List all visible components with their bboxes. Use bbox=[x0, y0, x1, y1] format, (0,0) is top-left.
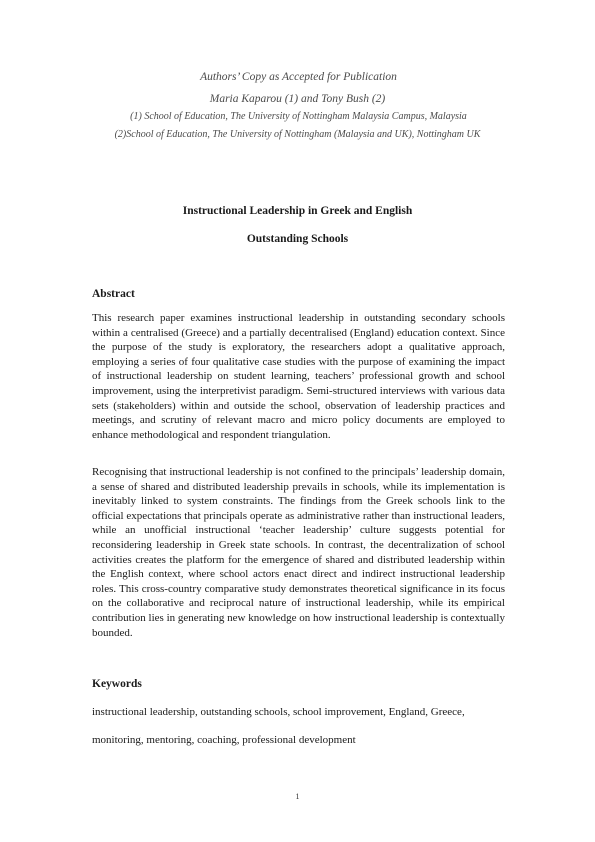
affiliation-1: (1) School of Education, The University of Nottingham Malaysia Campus, Malaysia bbox=[130, 111, 467, 122]
keywords-heading: Keywords bbox=[92, 678, 142, 690]
authors-line: Maria Kaparou (1) and Tony Bush (2) bbox=[209, 93, 386, 105]
affiliation-2: (2)School of Education, The University of Nottingham (Malaysia and UK), Nottingham UK bbox=[114, 129, 481, 140]
paper-title-line-1: Instructional Leadership in Greek and English bbox=[182, 205, 413, 217]
keywords-line-1: instructional leadership, outstanding schools, school improvement, England, Greece, bbox=[92, 706, 465, 718]
abstract-paragraph-1: This research paper examines instructional leadership in outstanding secondary schools within a centralised (Greece) and a partially decentralised (England) education context. Since the purpose of the study is exploratory, the researchers adopt a qualitative approach, employing a series of four qualitative case studies with the purpose of examining the impact of instructional leadership on student learning, teachers’ professional growth and school improvement, using the interpretivist paradigm. Semi-structured interviews with various data sets (stakeholders) within and outside the school, observation of leadership practices and meetings, and scrutiny of relevant macro and micro policy documents are employed to enhance methodological and respondent triangulation. bbox=[92, 312, 505, 441]
abstract-paragraph-2: Recognising that instructional leadership is not confined to the principals’ leadership domain, a sense of shared and distributed leadership prevails in schools, while its implementation is inevitably linked to system constraints. The findings from the Greek schools link to the official expectations that principals operate as administrative rather than instructional leaders, while an unofficial instructional ‘teacher leadership’ culture suggests potential for reconsidering leadership in Greek state schools. In contrast, the decentralization of school activities creates the platform for the emergence of shared and distributed leadership within the English context, where school actors enact direct and indirect instructional leadership roles. This cross-country comparative study demonstrates theoretical significance in its focus on the collaborative and reciprocal nature of instructional leadership, while its empirical contribution lies in generating new knowledge on how instructional leadership is contextually bounded. bbox=[92, 466, 505, 639]
copy-note: Authors’ Copy as Accepted for Publication bbox=[200, 71, 397, 83]
page-number: 1 bbox=[295, 792, 300, 801]
abstract-heading: Abstract bbox=[92, 288, 135, 300]
keywords-line-2: monitoring, mentoring, coaching, professional development bbox=[92, 734, 356, 746]
paper-title-line-2: Outstanding Schools bbox=[246, 233, 349, 245]
